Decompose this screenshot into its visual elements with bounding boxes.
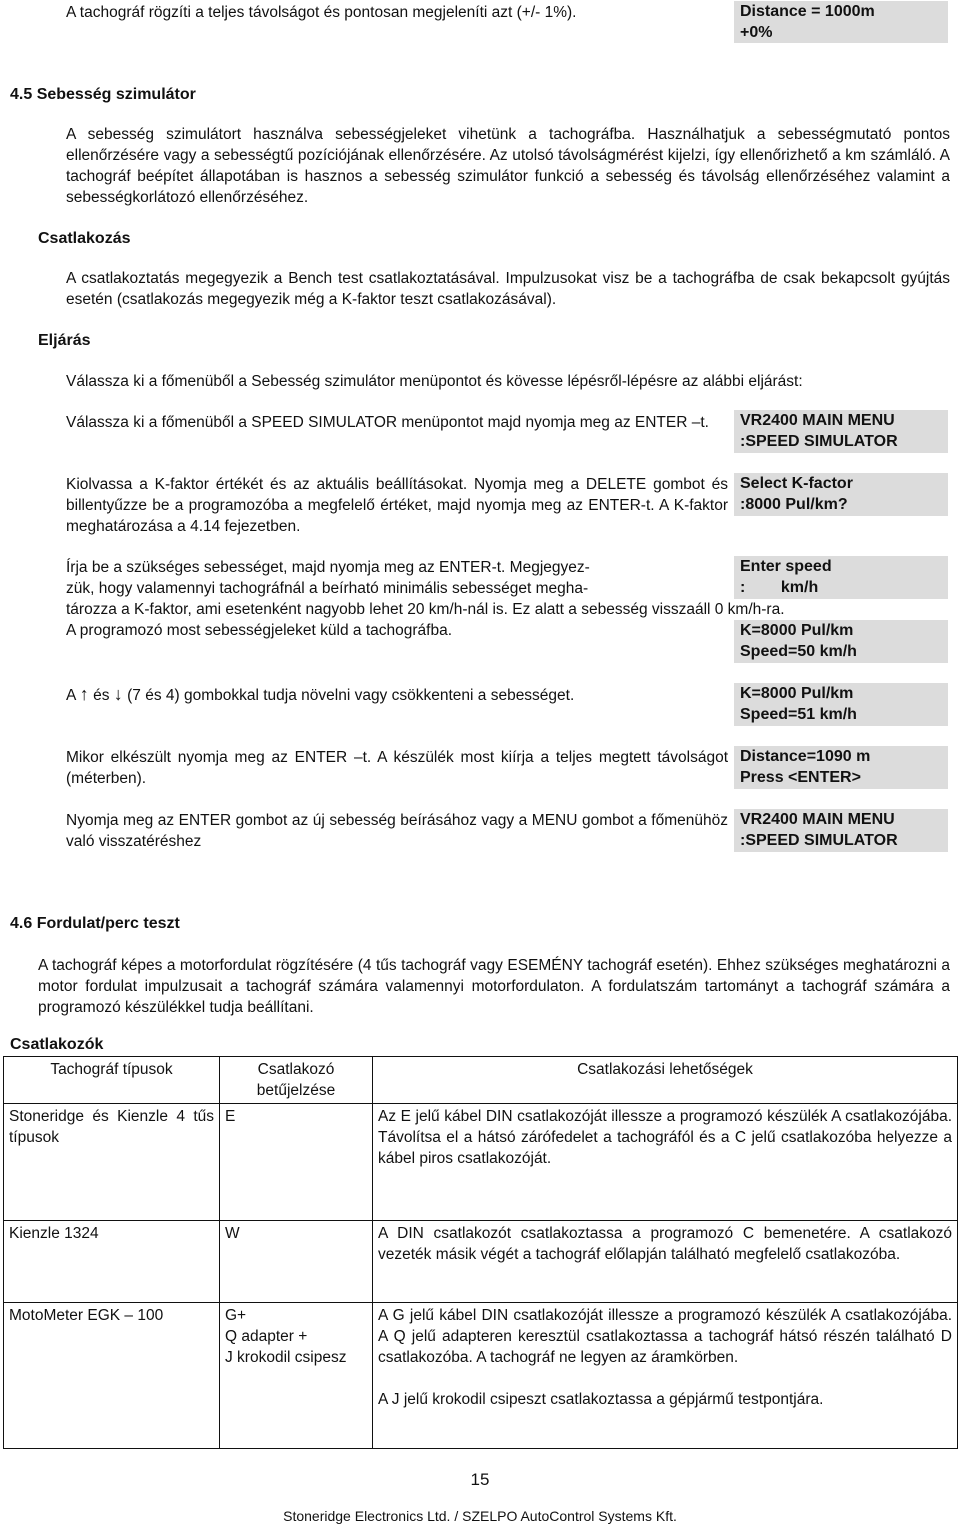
- code-line: Q adapter +: [225, 1328, 308, 1345]
- section-4-6-title: 4.6 Fordulat/perc teszt: [10, 915, 180, 932]
- display-main-menu: [734, 410, 948, 453]
- page-number: 15: [470, 1470, 490, 1489]
- step-2-text: Kiolvassa a K-faktor értékét és az aktuális beállításokat. Nyomja meg a DELETE gombot és billentyűzze be a programozóba a megfelelő értéket, majd nyomja meg az ENTER-t. A K-faktor meghatározása a 4.14 fejezetben.: [66, 476, 728, 535]
- display-line: VR2400 MAIN MENU: [740, 412, 895, 429]
- procedure-heading: Eljárás: [38, 332, 91, 349]
- table-row: [4, 1303, 958, 1449]
- step-3-line3: tározza a K-faktor, ami esetenként nagyobb lehet 20 km/h-nál is. Ez alatt a sebesség visszaáll 0 km/h-ra.: [66, 601, 785, 618]
- display-line: :SPEED SIMULATOR: [740, 832, 898, 849]
- display-line: Speed=50 km/h: [740, 643, 857, 660]
- step-4-and: és: [93, 687, 110, 704]
- display-line: VR2400 MAIN MENU: [740, 811, 895, 828]
- display-speed-50: [734, 620, 948, 663]
- display-speed-51: [734, 683, 948, 726]
- display-line: K=8000 Pul/km: [740, 685, 854, 702]
- display-main-menu-return: [734, 809, 948, 852]
- table-cell-desc: [373, 1303, 958, 1449]
- procedure-intro: Válassza ki a főmenüből a Sebesség szimulátor menüpontot és kövesse lépésről-lépésre az alábbi eljárást:: [66, 373, 803, 390]
- display-distance: [734, 746, 948, 789]
- table-cell-code: W: [220, 1221, 373, 1303]
- header-cell: Tachográf típusok: [4, 1057, 220, 1104]
- table-cell-type: MotoMeter EGK – 100: [4, 1303, 220, 1449]
- step-4-rest: (7 és 4) gombokkal tudja növelni vagy csökkenteni a sebességet.: [127, 687, 575, 704]
- desc-paragraph: A G jelű kábel DIN csatlakozóját illessze a programozó készülék A csatlakozójába. A Q jelű adapteren keresztül csatlakoztassa a tachográf hátsó részén található D csatlakozóba. A tachográf ne legyen az áramkörben.: [378, 1307, 952, 1366]
- step-4-text: [66, 684, 728, 706]
- step-3-line2: zük, hogy valamennyi tachográfnál a beírható minimális sebességet megha-: [66, 580, 589, 597]
- display-line: Press <ENTER>: [740, 769, 861, 786]
- display-line: Distance=1090 m: [740, 748, 871, 765]
- speed-sim-intro: A sebesség szimulátort használva sebességjeleket vihetünk a tachográfba. Használhatjuk a sebességmutató pontos ellenőrzésére vagy a sebességtű pozíciójának ellenőrzésére. Az utolsó távolságmérést kijelzi, így ellenőrizhető a km számláló. A tachográf beépítet állapotában is hasznos a sebesség szimulátor funkció a sebesség és távolság ellenőrzéséhez valamint a sebességkorlátozó ellenőrzéséhez.: [66, 126, 950, 206]
- header-cell: Csatlakozási lehetőségek: [373, 1057, 958, 1104]
- distance-display-line2: +0%: [740, 24, 773, 41]
- arrow-up-icon: ↑: [79, 684, 89, 704]
- table-row: [4, 1104, 958, 1221]
- display-line: Enter speed: [740, 558, 832, 575]
- table-cell-code: E: [220, 1104, 373, 1221]
- code-line: J krokodil csipesz: [225, 1349, 347, 1366]
- table-row: [4, 1221, 958, 1303]
- step-3-line1: Írja be a szükséges sebességet, majd nyomja meg az ENTER-t. Megjegyez-: [66, 559, 590, 576]
- step-3-line4: A programozó most sebességjeleket küld a tachográfba.: [66, 622, 453, 639]
- table-cell-desc: A DIN csatlakozót csatlakoztassa a programozó C bemenetére. A csatlakozó vezeték másik végét a tachográf előlapján található megfelelő csatlakozóba.: [373, 1221, 958, 1303]
- table-header-row: [4, 1057, 958, 1104]
- table-cell-type: Kienzle 1324: [4, 1221, 220, 1303]
- display-line: : km/h: [740, 579, 819, 596]
- distance-display: [734, 1, 948, 43]
- connectors-table: [3, 1056, 958, 1449]
- display-line: :SPEED SIMULATOR: [740, 433, 898, 450]
- table-cell-code: [220, 1303, 373, 1449]
- desc-paragraph: A J jelű krokodil csipeszt csatlakoztassa a gépjármű testpontjára.: [378, 1391, 824, 1408]
- arrow-down-icon: ↓: [113, 684, 123, 704]
- table-cell-desc: Az E jelű kábel DIN csatlakozóját illessze a programozó készülék A csatlakozójába. Távolítsa el a hátsó zárófedelet a tachográfól és a C jelű csatlakozóba helyezze a kábel piros csatlakozóját.: [373, 1104, 958, 1221]
- connection-text: A csatlakoztatás megegyezik a Bench test csatlakoztatásával. Impulzusokat visz be a tachográfba de csak bekapcsolt gyújtás esetén (csatlakozás megegyezik még a K-faktor teszt csatlakozásával).: [66, 270, 950, 308]
- section-4-5-title: 4.5 Sebesség szimulátor: [10, 86, 196, 103]
- step-5-text: Mikor elkészült nyomja meg az ENTER –t. A készülék most kiírja a teljes megtett távolságot (méterben).: [66, 749, 728, 787]
- rpm-test-intro: A tachográf képes a motorfordulat rögzítésére (4 tűs tachográf vagy ESEMÉNY tachográf esetén). Ehhez szükséges meghatározni a motor fordulat impulzusait a tachográf számára valamennyi motorfordulaton. A fordulatszám tartományt a tachográf számára a programozó készülékkel tudja beállítani.: [38, 957, 950, 1016]
- distance-display-line1: Distance = 1000m: [740, 3, 875, 20]
- display-enter-speed: [734, 556, 948, 599]
- step-6-text: Nyomja meg az ENTER gombot az új sebesség beírásához vagy a MENU gombot a főmenühöz való visszatéréshez: [66, 812, 728, 850]
- step-1-text: Válassza ki a főmenüből a SPEED SIMULATOR menüpontot majd nyomja meg az ENTER –t.: [66, 414, 709, 431]
- top-text: A tachográf rögzíti a teljes távolságot és pontosan megjeleníti azt (+/- 1%).: [66, 4, 577, 21]
- connectors-heading: Csatlakozók: [10, 1036, 104, 1053]
- display-line: Speed=51 km/h: [740, 706, 857, 723]
- display-line: Select K-factor: [740, 475, 853, 492]
- connection-heading: Csatlakozás: [38, 230, 131, 247]
- table-cell-type: Stoneridge és Kienzle 4 tűs típusok: [4, 1104, 220, 1221]
- step-4-prefix: A: [66, 687, 76, 704]
- display-line: K=8000 Pul/km: [740, 622, 854, 639]
- display-line: :8000 Pul/km?: [740, 496, 848, 513]
- code-line: G+: [225, 1307, 247, 1324]
- header-cell: Csatlakozó betűjelzése: [220, 1057, 373, 1104]
- display-k-factor: [734, 473, 948, 516]
- footer-company: Stoneridge Electronics Ltd. / SZELPO AutoControl Systems Kft.: [283, 1508, 677, 1524]
